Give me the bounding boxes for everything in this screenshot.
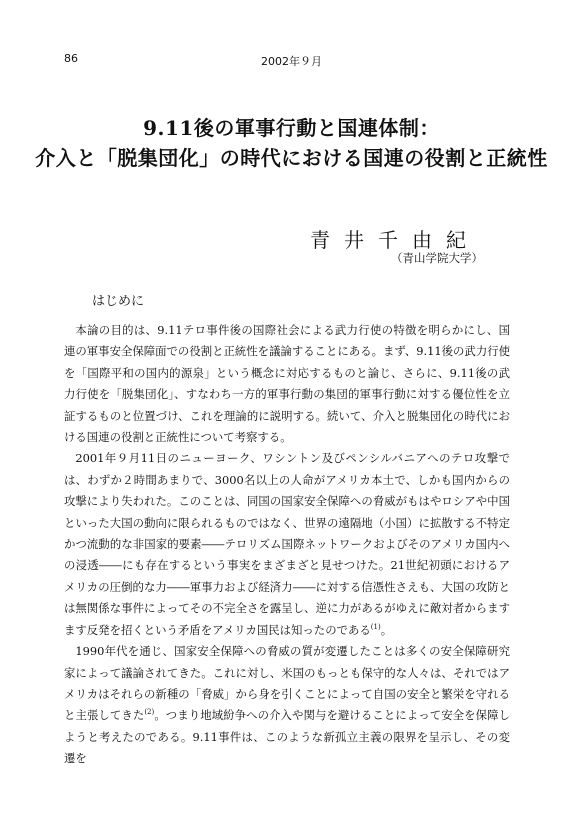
paragraph-text: 2001年９月11日のニューヨーク、ワシントン及びペンシルバニアへのテロ攻撃では、わずか２時間あまりで、3000名以上の人命がアメリカ本土で、しかも国内からの攻撃により失われた。このことは、同国の国家安全保障への脅威がもはやロシアや中国といった大国の動向に限られるものではなく、世界の遠隔地（小国）に拡散する不特定かつ流動的な非国家的要素――テロリズム国際ネットワークおよびそのアメリカ国内への浸透――にも存在するという事実をまざまざと見せつけた。21世紀初頭におけるアメリカの圧倒的な力――軍事力および経済力――に対する信憑性さえも、大国の攻防とは無関係な事件によってその不完全さを露呈し、逆に力があるがゆえに敵対者からますます反発を招くという矛盾をアメリカ国民は知ったのである (64, 451, 510, 637)
paragraph-2 (64, 448, 510, 641)
article-title (0, 113, 583, 173)
running-head: 2002年９月 (261, 55, 322, 68)
footnote-ref-1[interactable]: (1) (370, 622, 381, 631)
paragraph-text-tail: 。 (380, 622, 393, 637)
paragraph-1 (64, 320, 510, 448)
paragraph-text-tail: 。つまり地域紛争への介入や関与を避けることによって安全を保障しようと考えたのである。9.11事件は、このような新孤立主義の限界を呈示し、その変遷を (64, 708, 510, 766)
paragraph-3 (64, 641, 510, 769)
section-heading: はじめに (92, 294, 145, 309)
paragraph-text: 本論の目的は、9.11テロ事件後の国際社会による武力行使の特徴を明らかにし、国連の軍事安全保障面での役割と正統性を議論することにある。まず、9.11後の武力行使を「国際平和の国内的源泉」という概念に対応するものと論じ、さらに、9.11後の武力行使を「脱集団化」、すなわち一方的軍事行動の集団的軍事行動に対する優位性を立証するものと位置づけ、これを理論的に説明する。続いて、介入と脱集団化の時代における国連の役割と正統性について考察する。 (64, 323, 510, 445)
author-name: 青井千由紀 (310, 228, 480, 252)
title-line-1: 9.11後の軍事行動と国連体制： (143, 116, 440, 140)
author-affiliation: （青山学院大学） (391, 251, 483, 265)
title-line-2: 介入と「脱集団化」の時代における国連の役割と正統性 (35, 146, 548, 170)
footnote-ref-2[interactable]: (2) (144, 708, 155, 717)
paragraph-text: 1990年代を通じ、国家安全保障への脅威の質が変遷したことは多くの安全保障研究家によって議論されてきた。これに対し、米国のもっとも保守的な人々は、それではアメリカはそれらの新種の「脅威」から身を引くことによって自国の安全と繁栄を守れると主張してきた (64, 644, 510, 723)
page-number: 86 (64, 52, 78, 65)
body-text (64, 320, 510, 770)
